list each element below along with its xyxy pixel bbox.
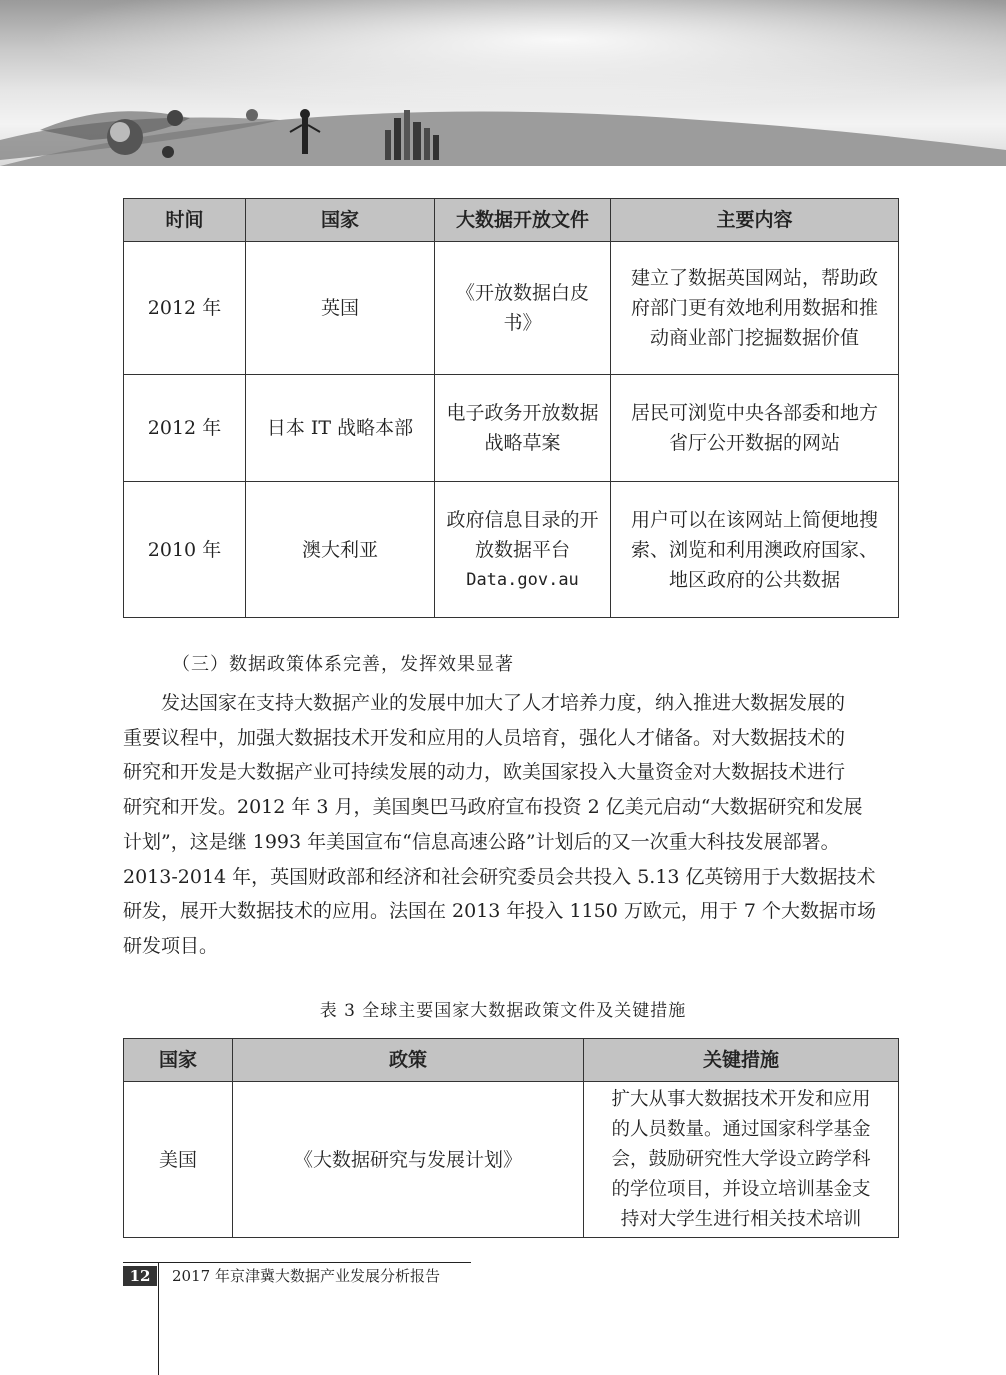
footer-vertical-rule [158, 1262, 159, 1375]
cell-line: 的人员数量。通过国家科学基金 [611, 1118, 871, 1140]
cell-line: 居民可浏览中央各部委和地方 [630, 402, 878, 424]
cell-policy: 《大数据研究与发展计划》 [233, 1082, 584, 1238]
header-banner [0, 0, 1006, 166]
footer-title: 2017 年京津冀大数据产业发展分析报告 [172, 1267, 440, 1285]
cell-line: 政府信息目录的开 [446, 508, 599, 531]
cell-content [611, 482, 899, 618]
policy-table [123, 1038, 899, 1238]
header-document: 大数据开放文件 [435, 199, 611, 242]
table-row [124, 375, 899, 482]
cell-line: 索、浏览和利用澳政府国家、 [630, 538, 878, 561]
paragraph-line: 计划”，这是继 1993 年美国宣布“信息高速公路”计划后的又一次重大科技发展部署。 [123, 830, 840, 853]
open-data-table [123, 198, 899, 618]
cell-line: 动商业部门挖掘数据价值 [649, 327, 859, 349]
cell-measures [584, 1082, 899, 1238]
cell-document [435, 242, 611, 375]
paragraph-line: 研发项目。 [123, 934, 219, 957]
cell-country: 美国 [124, 1082, 233, 1238]
cell-country: 英国 [246, 242, 435, 375]
cell-line: 持对大学生进行相关技术培训 [620, 1208, 862, 1230]
header-country: 国家 [124, 1039, 233, 1082]
cell-content [611, 242, 899, 375]
cell-line: 府部门更有效地利用数据和推 [630, 297, 878, 319]
paragraph-line: 研发，展开大数据技术的应用。法国在 2013 年投入 1150 万欧元，用于 7 个大数据市场 [123, 900, 877, 923]
cell-line: 放数据平台 [474, 538, 570, 561]
table-header-row [124, 199, 899, 242]
globe-banner-image [0, 0, 1006, 166]
cell-line: 扩大从事大数据技术开发和应用 [611, 1088, 871, 1110]
paragraph-line: 2013-2014 年，英国财政部和经济和社会研究委员会共投入 5.13 亿英镑用于大数据技术 [123, 865, 876, 888]
cell-line: 战略草案 [484, 432, 561, 454]
paragraph-line: 研究和开发是大数据产业可持续发展的动力，欧美国家投入大量资金对大数据技术进行 [123, 761, 846, 784]
cell-line: 建立了数据英国网站，帮助政 [630, 267, 878, 289]
paragraph-line: 发达国家在支持大数据产业的发展中加大了人才培养力度，纳入推进大数据发展的 [123, 692, 846, 714]
cell-document [435, 482, 611, 618]
cell-line: 电子政务开放数据 [446, 402, 599, 424]
table-caption: 表 3 全球主要国家大数据政策文件及关键措施 [319, 1001, 687, 1021]
cell-line: 地区政府的公共数据 [668, 568, 840, 591]
header-measures: 关键措施 [584, 1039, 899, 1082]
cell-time: 2012 年 [124, 242, 246, 375]
cell-line: 省厅公开数据的网站 [668, 432, 840, 454]
table-header-row [124, 1039, 899, 1082]
table-row [124, 1082, 899, 1238]
header-time: 时间 [124, 199, 246, 242]
paragraph-line: 研究和开发。2012 年 3 月，美国奥巴马政府宣布投资 2 亿美元启动“大数据研究和发展 [123, 796, 863, 819]
header-country: 国家 [246, 199, 435, 242]
header-content: 主要内容 [611, 199, 899, 242]
cell-line: 《开放数据白皮 [455, 282, 589, 304]
footer-rule [123, 1262, 471, 1263]
cell-line: Data.gov.au [466, 569, 579, 590]
section-heading: （三）数据政策体系完善，发挥效果显著 [172, 654, 514, 675]
cell-line: 的学位项目，并设立培训基金支 [611, 1178, 871, 1200]
cell-content [611, 375, 899, 482]
cell-country: 日本 IT 战略本部 [246, 375, 435, 482]
paragraph-line: 重要议程中，加强大数据技术开发和应用的人员培育，强化人才储备。对大数据技术的 [123, 726, 846, 749]
page-number: 12 [123, 1266, 157, 1286]
cell-line: 会，鼓励研究性大学设立跨学科 [611, 1148, 871, 1170]
cell-time: 2012 年 [124, 375, 246, 482]
cell-time: 2010 年 [124, 482, 246, 618]
table-row [124, 482, 899, 618]
cell-document [435, 375, 611, 482]
cell-line: 用户可以在该网站上简便地搜 [630, 508, 878, 531]
table-row [124, 242, 899, 375]
cell-country: 澳大利亚 [246, 482, 435, 618]
header-policy: 政策 [233, 1039, 584, 1082]
cell-line: 书》 [503, 312, 542, 334]
body-paragraph [123, 686, 899, 964]
